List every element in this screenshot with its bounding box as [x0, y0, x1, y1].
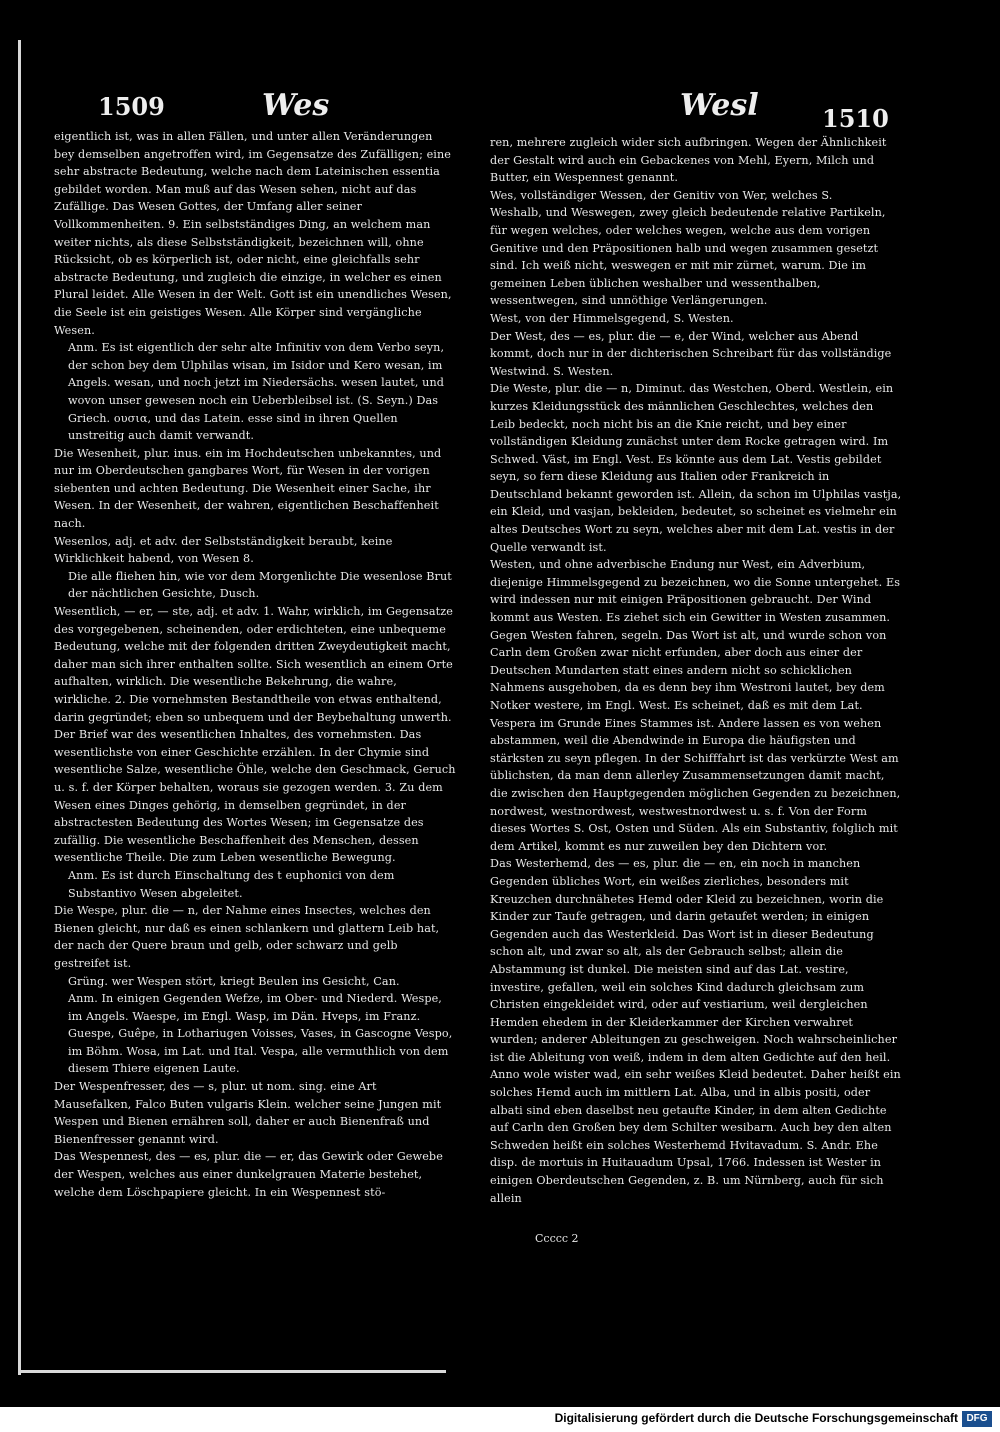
- left-border-rule: [18, 40, 21, 1375]
- text-paragraph: Der West, des — es, plur. die — e, der Wind, welcher aus Abend kommt, doch nur in der dichterischen Schreibart für das vollständige Westwind. S. Westen.: [490, 329, 892, 378]
- text-paragraph: Anm. Es ist eigentlich der sehr alte Infinitiv von dem Verbo seyn, der schon bey dem Ulphilas wisan, im Isidor und Kero wesan, im Angels. wesan, und noch jetzt im Niedersächs. wesen lautet, und wovon unser gewesen noch ein Ueberbleibsel ist. (S. Seyn.) Das Griech. ουσια, und das Latein. esse sind in ihren Quellen unstreitig auch damit verwandt.: [68, 341, 445, 443]
- text-paragraph: Wesentlich, — er, — ste, adj. et adv. 1. Wahr, wirklich, im Gegensatze des vorgegebenen, scheinenden, oder erdichteten, eine unbequeme Bedeutung, welche mit der folgenden dritten Zweydeutigkeit macht, daher man sich ihrer enthalten sollte. Sich wesentlich an einem Orte aufhalten, wirklich. Die wesentliche Bekehrung, die wahre, wirkliche. 2. Die vornehmsten Bestandtheile von etwas enthaltend, darin gegründet; eben so unbequem und der Beybehaltung unwerth. Der Brief war des wesentlichen Inhaltes, des vornehmsten. Das wesentlichste von einer Geschichte erzählen. In der Chymie sind wesentliche Salze, wesentliche Öhle, welche den Geschmack, Geruch u. s. f. der Körper behalten, woraus sie gezogen werden. 3. Zu dem Wesen eines Dinges gehörig, in demselben gegründet, in der abstractesten Bedeutung des Wortes Wesen; im Gegensatze des zufällig. Die wesentliche Beschaffenheit des Menschen, dessen wesentliche Theile. Die zum Leben wesentliche Bewegung.: [54, 605, 456, 865]
- text-paragraph: Wesenlos, adj. et adv. der Selbstständigkeit beraubt, keine Wirklichkeit habend, von Wesen 8.: [54, 534, 393, 566]
- text-paragraph: West, von der Himmelsgegend, S. Westen.: [490, 311, 734, 325]
- text-paragraph: Anm. Es ist durch Einschaltung des t euphonici von dem Substantivo Wesen abgeleitet.: [68, 868, 395, 900]
- running-head-right: Wesl: [680, 88, 759, 123]
- page-number-left: 1509: [98, 92, 165, 121]
- text-paragraph: Wes, vollständiger Wessen, der Genitiv von Wer, welches S.: [490, 188, 833, 202]
- running-head-left: Wes: [262, 88, 330, 123]
- footer-credit: Digitalisierung gefördert durch die Deutsche Forschungsgemeinschaft: [554, 1411, 958, 1425]
- footer-bar: [0, 1407, 1000, 1432]
- bottom-rule: [20, 1370, 446, 1373]
- right-text-column: [490, 134, 902, 1207]
- text-paragraph: Die Wespe, plur. die — n, der Nahme eines Insectes, welches den Bienen gleicht, nur daß es einen schlankern und glattern Leib hat, der nach der Quere braun und gelb, oder schwarz und gelb gestreifet ist.: [54, 904, 440, 970]
- page-number-right: 1510: [822, 104, 889, 133]
- text-paragraph: Das Wespennest, des — es, plur. die — er, das Gewirk oder Gewebe der Wespen, welches aus einer dunkelgrauen Materie bestehet, welche dem Löschpapiere gleicht. In ein Wespennest stö-: [54, 1150, 443, 1199]
- left-text-column: [54, 128, 456, 1201]
- text-paragraph: Weshalb, und Weswegen, zwey gleich bedeutende relative Partikeln, für wegen welches, oder welches wegen, welche aus dem vorigen Genitive und den Präpositionen halb und wegen zusammen gesetzt sind. Ich weiß nicht, weswegen er mit mir zürnet, warum. Die im gemeinen Leben üblichen weshalber und wessenthalben, wessentwegen, sind unnöthige Verlängerungen.: [490, 206, 886, 308]
- text-paragraph: Die Weste, plur. die — n, Diminut. das Westchen, Oberd. Westlein, ein kurzes Kleidungsstück des männlichen Geschlechtes, welches den Leib bedeckt, noch nicht bis an die Knie reicht, und bey einer vollständigen Kleidung zunächst unter dem Rocke getragen wird. Im Schwed. Väst, im Engl. Vest. Es könnte aus dem Lat. Vestis gebildet seyn, so fern diese Kleidung aus Italien oder Frankreich in Deutschland bekannt geworden ist. Allein, da schon im Ulphilas vastja, ein Kleid, und vasjan, bekleiden, bedeutet, so scheinet es vielmehr ein altes Deutsches Wort zu seyn, welches aber mit dem Lat. vestis in der Quelle verwandt ist.: [490, 382, 902, 554]
- text-paragraph: Westen, und ohne adverbische Endung nur West, ein Adverbium, diejenige Himmelsgegend zu bezeichnen, wo die Sonne untergehet. Es wird indessen nur mit einigen Präpositionen gebraucht. Der Wind kommt aus Westen. Es ziehet sich ein Gewitter in Westen zusammen. Gegen Westen fahren, segeln. Das Wort ist alt, und wurde schon von Carln dem Großen zwar nicht erfunden, aber doch aus einer der Deutschen Mundarten statt eines andern nicht so schicklichen Nahmens ausgehoben, da es denn bey ihm Westroni lautet, bey dem Notker westere, im Engl. West. Es scheinet, daß es mit dem Lat. Vespera im Grunde Eines Stammes ist. Andere lassen es von wehen abstammen, weil die Abendwinde in Europa die häufigsten und stärksten zu seyn pflegen. In der Schifffahrt ist das verkürzte West am üblichsten, da man denn allerley Zusammensetzungen damit macht, die zwischen den Hauptgegenden möglichen Gegenden zu bezeichnen, nordwest, westnordwest, westwestnordwest u. s. f. Von der Form dieses Wortes S. Ost, Osten und Süden. Als ein Substantiv, folglich mit dem Artikel, kommt es nur zuweilen bey den Dichtern vor.: [490, 558, 901, 853]
- text-paragraph: Anm. In einigen Gegenden Wefze, im Ober- und Niederd. Wespe, im Angels. Waespe, im Engl. Wasp, im Dän. Hveps, im Franz. Guespe, Guêpe, in Lothariugen Voisses, Vases, in Gascogne Vespo, im Böhm. Wosa, im Lat. und Ital. Vespa, alle vermuthlich von dem diesem Thiere eigenen Laute.: [68, 992, 453, 1076]
- signature-mark: Ccccc 2: [535, 1232, 579, 1245]
- text-paragraph: Der Wespenfresser, des — s, plur. ut nom. sing. eine Art Mausefalken, Falco Buten vulgaris Klein. welcher seine Jungen mit Wespen und Bienen ernähren soll, daher er auch Bienenfraß und Bienenfresser genannt wird.: [54, 1080, 442, 1146]
- text-paragraph: eigentlich ist, was in allen Fällen, und unter allen Veränderungen bey demselben angetroffen wird, im Gegensatze des Zufälligen; eine sehr abstracte Bedeutung, welche nach dem Lateinischen essentia gebildet worden. Man muß auf das Wesen sehen, nicht auf das Zufällige. Das Wesen Gottes, der Umfang aller seiner Vollkommenheiten. 9. Ein selbstständiges Ding, an welchem man weiter nichts, als diese Selbstständigkeit, bezeichnen will, ohne Rücksicht, ob es körperlich ist, oder nicht, eine gleichfalls sehr abstracte Bedeutung, und zugleich die einzige, in welcher es einen Plural leidet. Alle Wesen in der Welt. Gott ist ein unendliches Wesen, die Seele ist ein geistiges Wesen. Alle Körper sind vergängliche Wesen.: [54, 130, 452, 337]
- text-paragraph: Grüng. wer Wespen stört, kriegt Beulen ins Gesicht, Can.: [68, 974, 400, 988]
- text-paragraph: Das Westerhemd, des — es, plur. die — en, ein noch in manchen Gegenden übliches Wort, ein weißes zierliches, besonders mit Kreuzchen durchnähetes Hemd oder Kleid zu bezeichnen, worin die Kinder zur Taufe getragen, und darin getaufet werden; in einigen Gegenden auch das Westerkleid. Das Wort ist in dieser Bedeutung schon alt, und zwar so alt, als der Gebrauch selbst; allein die Abstammung ist dunkel. Die meisten sind auf das Lat. vestire, investire, gefallen, weil ein solches Kind dadurch gleichsam zum Christen eingekleidet wird, oder auf vestiarium, weil dergleichen Hemden ehedem in der Kleiderkammer der Kirchen verwahret wurden; anderer Ableitungen zu geschweigen. Noch wahrscheinlicher ist die Ableitung von weiß, indem in dem alten Gedichte auf den heil. Anno wole wister wad, ein sehr weißes Kleid bedeutet. Daher heißt ein solches Hemd auch im mittlern Lat. Alba, und in albis positi, oder albati sind eben daselbst neu getaufte Kinder, in dem alten Gedichte auf Carln den Großen bey dem Schilter wesibarn. Auch bey den alten Schweden heißt ein solches Westerhemd Hvitavadum. S. Andr. Ehe disp. de mortuis in Huitauadum Upsal, 1766. Indessen ist Wester in einigen Oberdeutschen Gegenden, z. B. um Nürnberg, auch für sich allein: [490, 857, 901, 1205]
- text-paragraph: Die alle fliehen hin, wie vor dem Morgenlichte Die wesenlose Brut der nächtlichen Gesichte, Dusch.: [68, 569, 452, 601]
- dfg-logo: DFG: [962, 1411, 992, 1427]
- text-paragraph: ren, mehrere zugleich wider sich aufbringen. Wegen der Ähnlichkeit der Gestalt wird auch ein Gebackenes von Mehl, Eyern, Milch und Butter, ein Wespennest genannt.: [490, 136, 887, 185]
- text-paragraph: Die Wesenheit, plur. inus. ein im Hochdeutschen unbekanntes, und nur im Oberdeutschen gangbares Wort, für Wesen in der vorigen siebenten und achten Bedeutung. Die Wesenheit einer Sache, ihr Wesen. In der Wesenheit, der wahren, eigentlichen Beschaffenheit nach.: [54, 446, 442, 531]
